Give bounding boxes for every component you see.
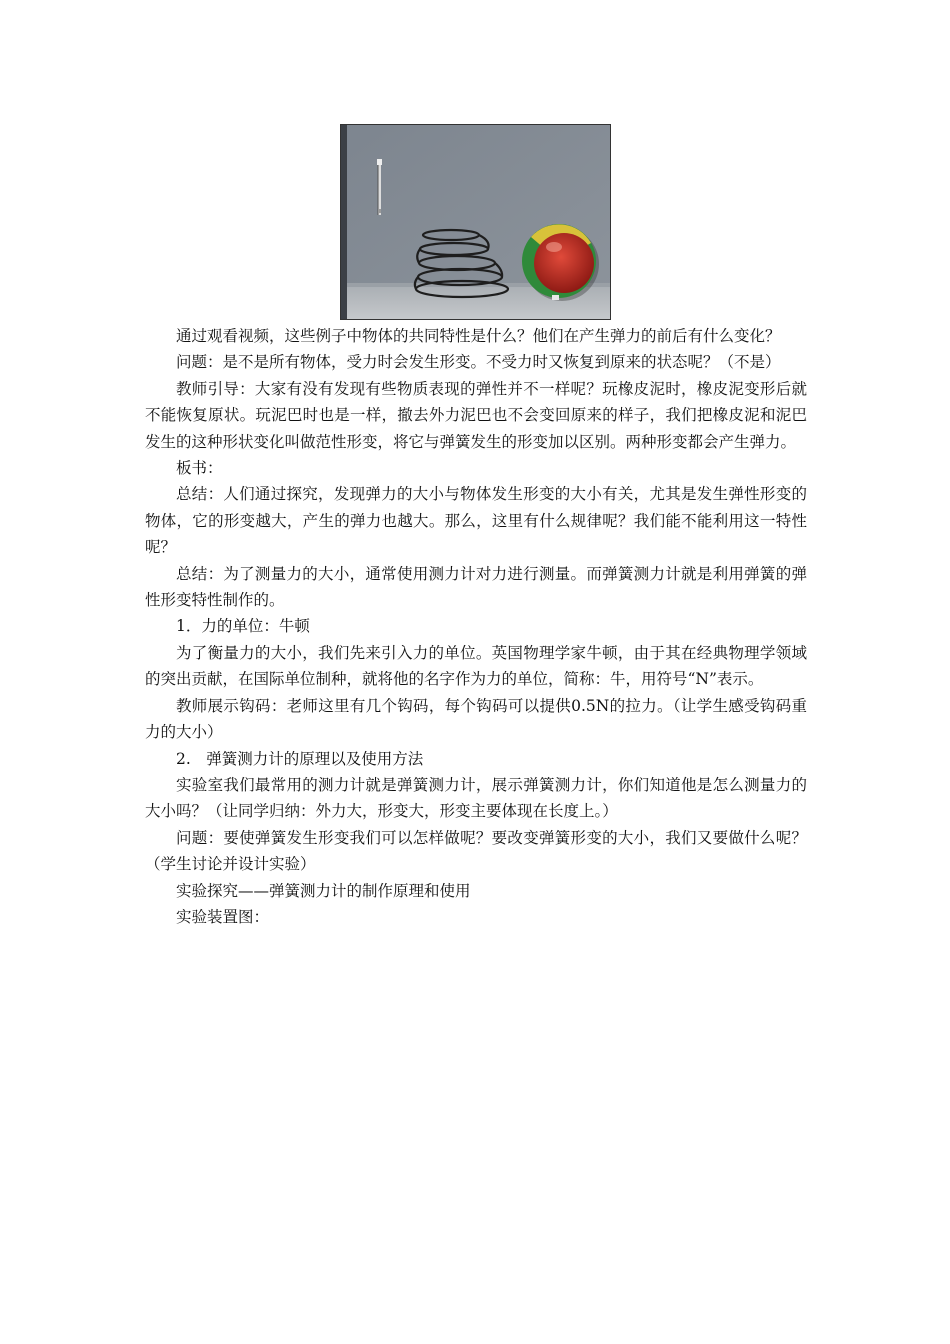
spring-and-ball-illustration: [341, 125, 610, 319]
paragraph-spring-scale-intro: 实验室我们最常用的测力计就是弹簧测力计，展示弹簧测力计，你们知道他是怎么测量力的大小吗？（让同学归纳：外力大，形变大，形变主要体现在长度上。）: [145, 775, 807, 821]
heading-spring-scale-principle: 2. 弹簧测力计的原理以及使用方法: [176, 749, 424, 768]
paragraph-teacher-guide: 教师引导：大家有没有发现有些物质表现的弹性并不一样呢？玩橡皮泥时，橡皮泥变形后就不能恢复原状。玩泥巴时也是一样，撤去外力泥巴也不会变回原来的样子，我们把橡皮泥和泥巴发生的这种形状变化叫做范性形变，将它与弹簧发生的形变加以区别。两种形变都会产生弹力。: [145, 379, 807, 451]
paragraph-video-question: 通过观看视频，这些例子中物体的共同特性是什么？他们在产生弹力的前后有什么变化？: [176, 327, 781, 345]
paragraph-newton-unit: 为了衡量力的大小，我们先来引入力的单位。英国物理学家牛顿，由于其在经典物理学领域的突出贡献，在国际单位制种，就将他的名字作为力的单位，简称：牛，用符号“N”表示。: [145, 643, 807, 689]
paragraph-summary-elastic-force: 总结：人们通过探究，发现弹力的大小与物体发生形变的大小有关，尤其是发生弹性形变的物体，它的形变越大，产生的弹力也越大。那么，这里有什么规律呢？我们能不能利用这一特性呢？: [145, 485, 807, 557]
paragraph-deformation-question: 问题：是不是所有物体，受力时会发生形变。不受力时又恢复到原来的状态呢？（不是）: [176, 353, 781, 372]
paragraph-apparatus-diagram: 实验装置图：: [176, 907, 270, 926]
document-body: [145, 323, 807, 930]
paragraph-hook-weights: 教师展示钩码：老师这里有几个钩码，每个钩码可以提供0.5N的拉力。（让学生感受钩码重力的大小）: [145, 696, 807, 742]
paragraph-summary-dynamometer: 总结：为了测量力的大小，通常使用测力计对力进行测量。而弹簧测力计就是利用弹簧的弹性形变特性制作的。: [145, 564, 807, 610]
heading-unit-of-force: 1．力的单位：牛顿: [176, 617, 310, 636]
paragraph-experiment-title: 实验探究——弹簧测力计的制作原理和使用: [176, 881, 471, 900]
paragraph-blackboard: 板书：: [176, 459, 223, 478]
video-frame-image: [340, 124, 611, 320]
paragraph-design-experiment: 问题：要使弹簧发生形变我们可以怎样做呢？要改变弹簧形变的大小，我们又要做什么呢？（学生讨论并设计实验）: [145, 828, 807, 874]
